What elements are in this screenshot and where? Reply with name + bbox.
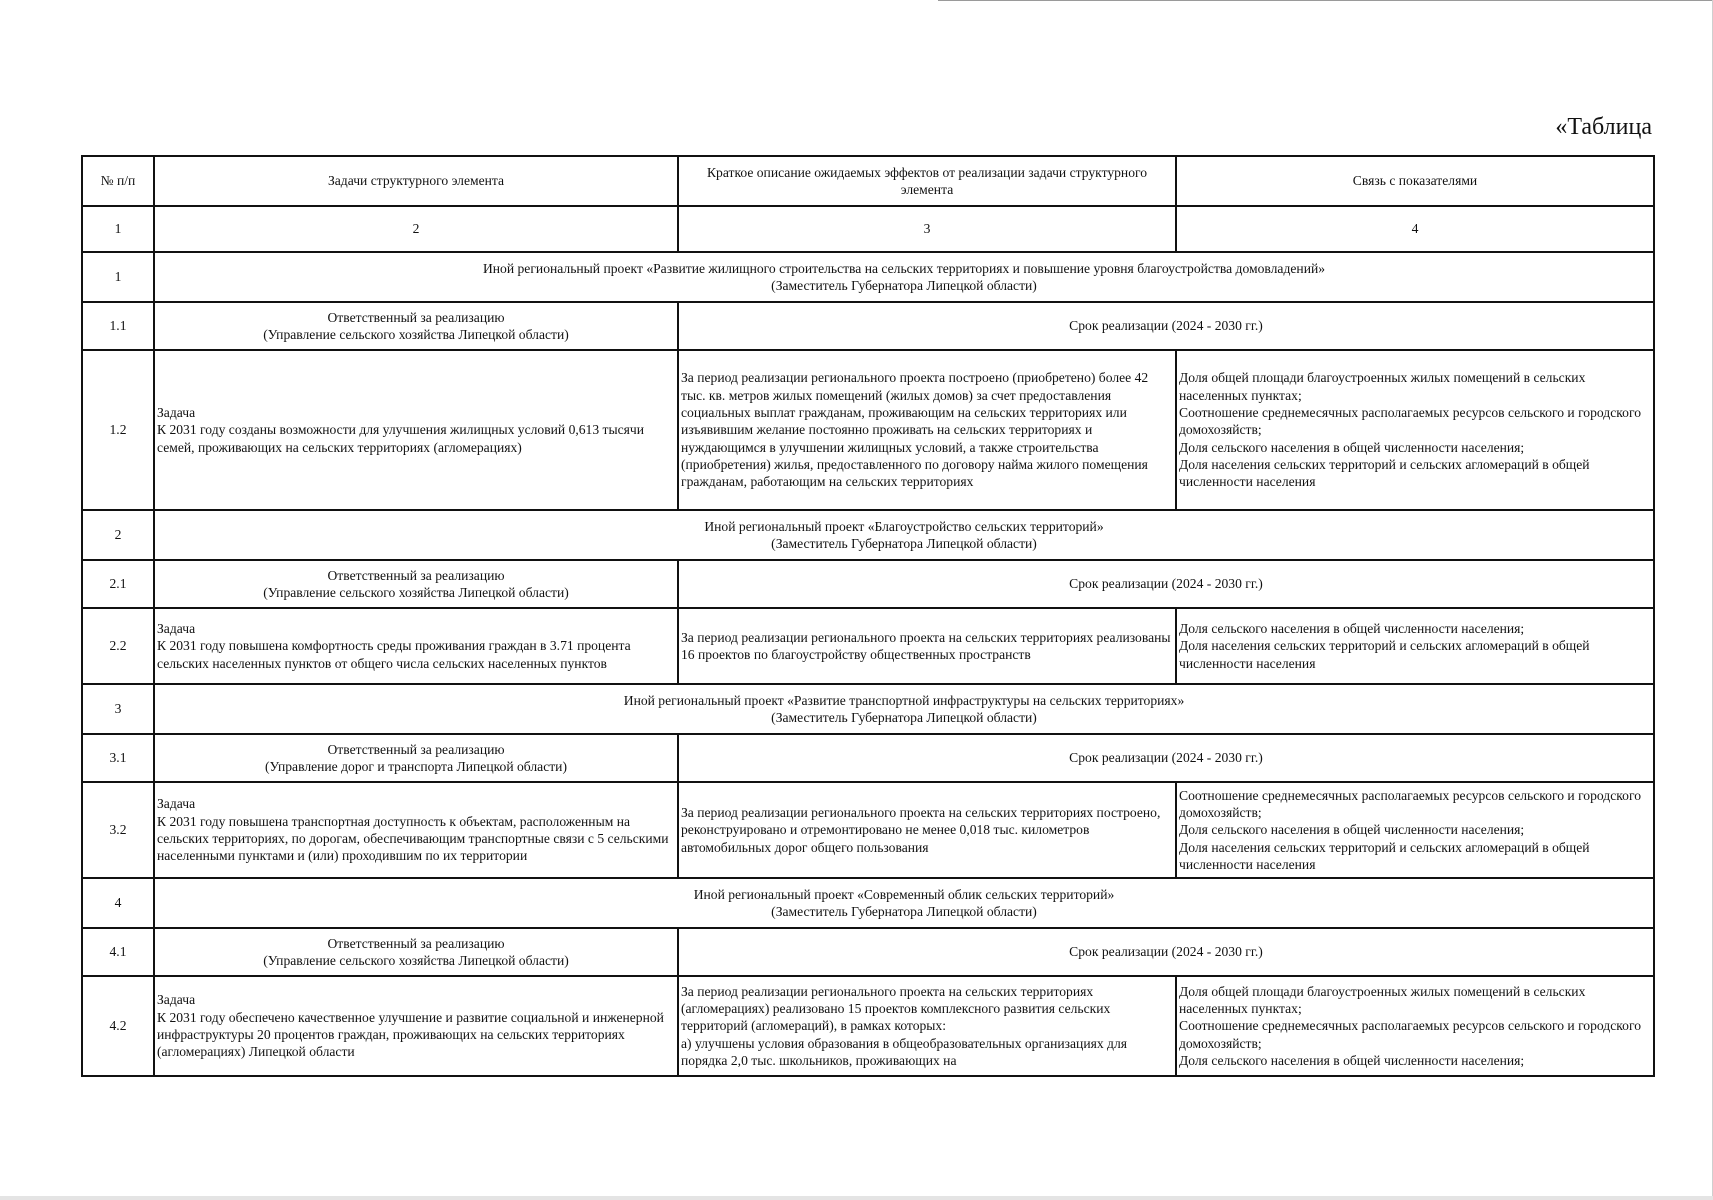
indicator-text: Доля сельского населения в общей численности населения; Доля населения сельских территорий и сельских агломераций в общей численности населения xyxy=(1176,608,1654,684)
indicator-text: Доля общей площади благоустроенных жилых помещений в сельских населенных пунктах; Соотношение среднемесячных располагаемых ресурсов сельского и городского домохозяйств; Доля сельского населения в общей численности населения; Доля населения сельских территорий и сельских агломераций в общей численности населения xyxy=(1176,350,1654,510)
effect-text: За период реализации регионального проекта на сельских территориях реализованы 16 проектов по благоустройству общественных пространств xyxy=(678,608,1176,684)
header-col-num: № п/п xyxy=(82,156,154,206)
implementation-term: Срок реализации (2024 - 2030 гг.) xyxy=(678,734,1654,782)
project-row xyxy=(82,510,1654,560)
task-row xyxy=(82,350,1654,510)
project-row xyxy=(82,684,1654,734)
responsible-number: 1.1 xyxy=(82,302,154,350)
project-title: Иной региональный проект «Развитие жилищного строительства на сельских территориях и повышение уровня благоустройства домовладений» (Заместитель Губернатора Липецкой области) xyxy=(154,252,1654,302)
responsible-party: Ответственный за реализацию (Управление дорог и транспорта Липецкой области) xyxy=(154,734,678,782)
implementation-term: Срок реализации (2024 - 2030 гг.) xyxy=(678,928,1654,976)
project-title: Иной региональный проект «Развитие транспортной инфраструктуры на сельских территориях» (Заместитель Губернатора Липецкой области) xyxy=(154,684,1654,734)
column-number: 1 xyxy=(82,206,154,252)
header-row xyxy=(82,156,1654,206)
effect-text: За период реализации регионального проекта на сельских территориях построено, реконструировано и отремонтировано не менее 0,018 тыс. километров автомобильных дорог общего пользования xyxy=(678,782,1176,878)
task-text: Задача К 2031 году обеспечено качественное улучшение и развитие социальной и инженерной инфраструктуры 20 процентов граждан, проживающих на сельских территориях (агломерациях) Липецкой области xyxy=(154,976,678,1076)
task-text: Задача К 2031 году повышена комфортность среды проживания граждан в 3.71 процента сельских населенных пунктов от общего числа сельских населенных пунктов xyxy=(154,608,678,684)
responsible-number: 2.1 xyxy=(82,560,154,608)
effect-text: За период реализации регионального проекта на сельских территориях (агломерациях) реализовано 15 проектов комплексного развития сельских территорий (агломераций), в рамках которых: а) улучшены условия образования в общеобразовательных организациях для порядка 2,0 тыс. школьников, проживающих на xyxy=(678,976,1176,1076)
project-row xyxy=(82,878,1654,928)
column-number: 2 xyxy=(154,206,678,252)
column-number: 4 xyxy=(1176,206,1654,252)
project-number: 1 xyxy=(82,252,154,302)
responsible-party: Ответственный за реализацию (Управление сельского хозяйства Липецкой области) xyxy=(154,560,678,608)
responsible-row xyxy=(82,302,1654,350)
task-text: Задача К 2031 году повышена транспортная доступность к объектам, расположенным на сельских территориях, по дорогам, обеспечивающим транспортные связи с 5 сельскими населенными пунктами и (или) проходившим по их территории xyxy=(154,782,678,878)
project-number: 4 xyxy=(82,878,154,928)
project-number: 2 xyxy=(82,510,154,560)
responsible-number: 4.1 xyxy=(82,928,154,976)
task-number: 2.2 xyxy=(82,608,154,684)
header-col-tasks: Задачи структурного элемента xyxy=(154,156,678,206)
project-title: Иной региональный проект «Современный облик сельских территорий» (Заместитель Губернатора Липецкой области) xyxy=(154,878,1654,928)
scan-edge-bottom xyxy=(0,1196,1713,1200)
task-number: 1.2 xyxy=(82,350,154,510)
responsible-row xyxy=(82,928,1654,976)
task-row xyxy=(82,976,1654,1076)
column-number: 3 xyxy=(678,206,1176,252)
indicator-text: Соотношение среднемесячных располагаемых ресурсов сельского и городского домохозяйств; Доля сельского населения в общей численности населения; Доля населения сельских территорий и сельских агломераций в общей численности населения xyxy=(1176,782,1654,878)
measures-table xyxy=(81,155,1655,1077)
implementation-term: Срок реализации (2024 - 2030 гг.) xyxy=(678,302,1654,350)
task-number: 3.2 xyxy=(82,782,154,878)
header-col-effects: Краткое описание ожидаемых эффектов от реализации задачи структурного элемента xyxy=(678,156,1176,206)
column-numbering-row xyxy=(82,206,1654,252)
implementation-term: Срок реализации (2024 - 2030 гг.) xyxy=(678,560,1654,608)
responsible-party: Ответственный за реализацию (Управление сельского хозяйства Липецкой области) xyxy=(154,928,678,976)
project-number: 3 xyxy=(82,684,154,734)
project-row xyxy=(82,252,1654,302)
responsible-number: 3.1 xyxy=(82,734,154,782)
task-text: Задача К 2031 году созданы возможности для улучшения жилищных условий 0,613 тысячи семей, проживающих на сельских территориях (агломерациях) xyxy=(154,350,678,510)
responsible-party: Ответственный за реализацию (Управление сельского хозяйства Липецкой области) xyxy=(154,302,678,350)
task-row xyxy=(82,782,1654,878)
header-col-indicators: Связь с показателями xyxy=(1176,156,1654,206)
project-title: Иной региональный проект «Благоустройство сельских территорий» (Заместитель Губернатора Липецкой области) xyxy=(154,510,1654,560)
table-caption: «Таблица xyxy=(1555,114,1652,140)
responsible-row xyxy=(82,734,1654,782)
effect-text: За период реализации регионального проекта построено (приобретено) более 42 тыс. кв. метров жилых помещений (жилых домов) за счет предоставления социальных выплат гражданам, проживающим на сельских территориях или изъявившим желание постоянно проживать на сельских территориях и нуждающимся в улучшении жилищных условий, а также строительства (приобретения) жилья, предоставленного по договору найма жилого помещения гражданам, работающим на сельских территориях xyxy=(678,350,1176,510)
indicator-text: Доля общей площади благоустроенных жилых помещений в сельских населенных пунктах; Соотношение среднемесячных располагаемых ресурсов сельского и городского домохозяйств; Доля сельского населения в общей численности населения; xyxy=(1176,976,1654,1076)
task-row xyxy=(82,608,1654,684)
task-number: 4.2 xyxy=(82,976,154,1076)
scan-edge-top xyxy=(938,0,1713,1)
responsible-row xyxy=(82,560,1654,608)
